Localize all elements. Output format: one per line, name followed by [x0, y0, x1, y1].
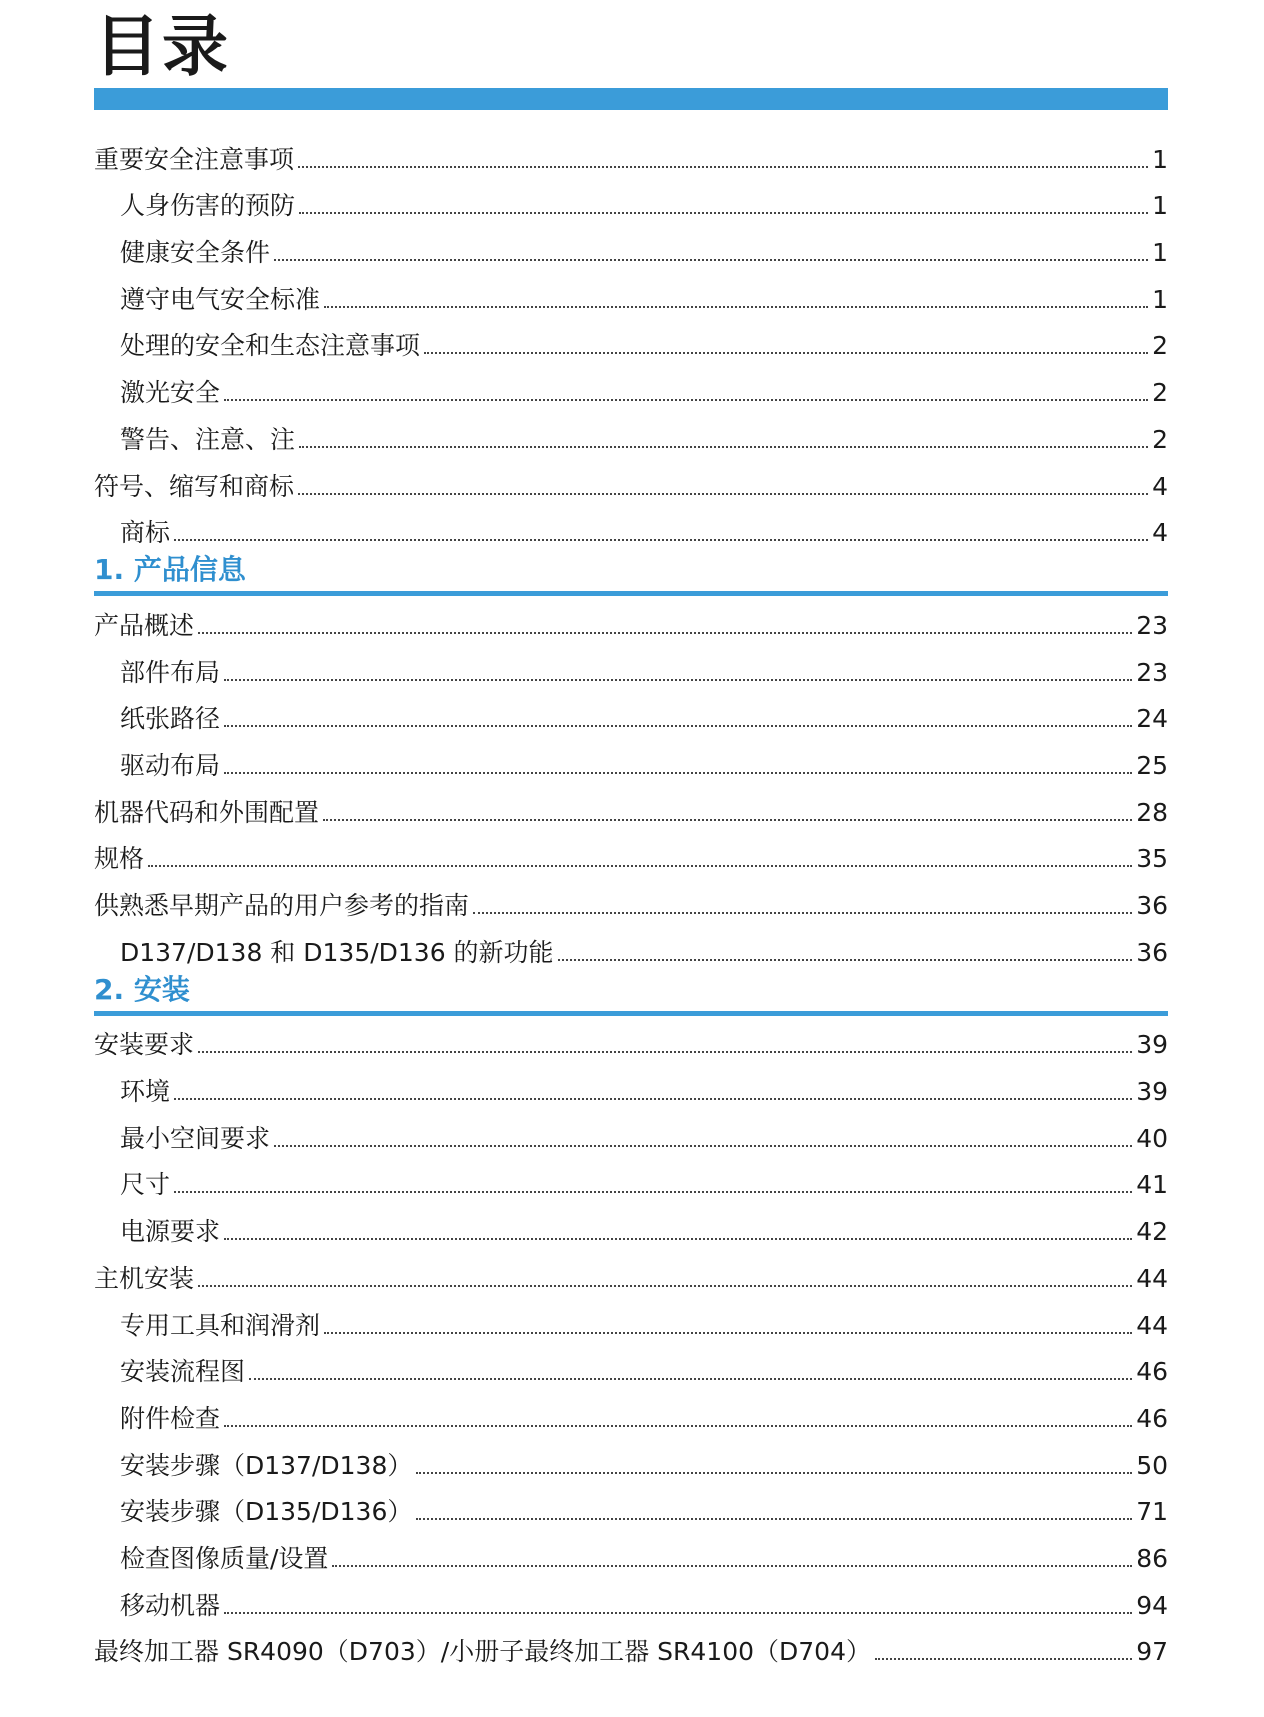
toc-entry-label: 检查图像质量/设置 [120, 1543, 329, 1573]
toc-entry[interactable] [94, 1576, 1168, 1623]
toc-entry-page-number: 23 [1136, 657, 1168, 687]
dot-leader [224, 679, 1132, 681]
dot-leader [323, 819, 1132, 821]
toc-entry-page-number: 97 [1136, 1637, 1168, 1667]
toc-entry-label: D137/D138 和 D135/D136 的新功能 [120, 937, 554, 967]
toc-entry-page-number: 36 [1136, 891, 1168, 920]
toc-entry-label: 遵守电气安全标准 [120, 284, 321, 314]
toc-entry-page-number: 4 [1152, 518, 1168, 548]
toc-entry-page-number: 2 [1152, 331, 1168, 361]
toc-entry-page-number: 1 [1152, 238, 1168, 268]
toc-entry[interactable] [94, 270, 1168, 317]
toc-entry-label: 机器代码和外围配置 [94, 797, 320, 827]
dot-leader [332, 1565, 1132, 1567]
toc-entry-label: 警告、注意、注 [120, 424, 296, 454]
toc-entry-label: 安装流程图 [120, 1357, 246, 1387]
toc-entry-page-number: 94 [1136, 1590, 1168, 1620]
toc-entry[interactable] [94, 1249, 1168, 1296]
dot-leader [174, 539, 1148, 541]
dot-leader [299, 446, 1148, 448]
toc-entry[interactable] [94, 504, 1168, 551]
page-title: 目录 [94, 8, 230, 85]
toc-entry-label: 安装要求 [94, 1030, 195, 1060]
toc-entry-page-number: 44 [1136, 1263, 1168, 1293]
toc-entry-label: 规格 [94, 844, 145, 874]
dot-leader [416, 1518, 1132, 1520]
dot-leader [299, 212, 1148, 214]
toc-entry-page-number: 4 [1152, 471, 1168, 501]
toc-entry[interactable] [94, 223, 1168, 270]
dot-leader [224, 725, 1132, 727]
chapter-heading [94, 550, 1168, 596]
toc-entry[interactable] [94, 1202, 1168, 1249]
toc-entry-page-number: 2 [1152, 424, 1168, 454]
toc-entry-page-number: 39 [1136, 1030, 1168, 1060]
toc-entry-page-number: 23 [1136, 610, 1168, 640]
dot-leader [224, 1238, 1132, 1240]
dot-leader [274, 259, 1148, 261]
toc-entry-label: 人身伤害的预防 [120, 191, 296, 221]
toc-entry-label: 激光安全 [120, 378, 221, 408]
dot-leader [224, 772, 1132, 774]
dot-leader [473, 912, 1132, 914]
toc-entry[interactable] [94, 1343, 1168, 1390]
toc-entry-page-number: 71 [1136, 1497, 1168, 1527]
toc-entry-label: 安装步骤（D137/D138） [120, 1450, 413, 1480]
toc-entry[interactable] [94, 1062, 1168, 1109]
toc-entry-label: 尺寸 [120, 1170, 171, 1200]
toc-entry-page-number: 46 [1136, 1357, 1168, 1387]
toc-entry-label: 处理的安全和生态注意事项 [120, 331, 421, 361]
toc-entry[interactable] [94, 130, 1168, 177]
toc-entry-label: 最终加工器 SR4090（D703）/小册子最终加工器 SR4100（D704） [94, 1637, 871, 1667]
chapter-rule [94, 1011, 1168, 1016]
dot-leader [148, 865, 1132, 867]
toc-entry-page-number: 42 [1136, 1217, 1168, 1247]
toc-entry-page-number: 1 [1152, 144, 1168, 174]
toc-entry[interactable] [94, 876, 1168, 923]
toc-entry[interactable] [94, 1109, 1168, 1156]
toc-entry-page-number: 40 [1136, 1123, 1168, 1153]
toc-entry-page-number: 36 [1136, 937, 1168, 967]
toc-entry[interactable] [94, 457, 1168, 504]
dot-leader [324, 306, 1148, 308]
toc-list [94, 130, 1168, 1669]
toc-entry-label: 专用工具和润滑剂 [120, 1310, 321, 1340]
toc-entry[interactable] [94, 1016, 1168, 1063]
dot-leader [298, 493, 1148, 495]
toc-entry[interactable] [94, 363, 1168, 410]
toc-section [94, 550, 1168, 970]
dot-leader [198, 1051, 1132, 1053]
chapter-title[interactable]: 1. 产品信息 [94, 553, 246, 587]
toc-entry[interactable] [94, 1156, 1168, 1203]
toc-entry[interactable] [94, 596, 1168, 643]
toc-entry-label: 商标 [120, 518, 171, 548]
dot-leader [416, 1472, 1132, 1474]
toc-entry-page-number: 39 [1136, 1077, 1168, 1107]
toc-entry[interactable] [94, 783, 1168, 830]
toc-entry[interactable] [94, 1483, 1168, 1530]
toc-entry[interactable] [94, 1529, 1168, 1576]
toc-entry-page-number: 25 [1136, 750, 1168, 780]
toc-entry-page-number: 50 [1136, 1450, 1168, 1480]
toc-entry-label: 电源要求 [120, 1217, 221, 1247]
dot-leader [224, 1425, 1132, 1427]
toc-entry-page-number: 28 [1136, 797, 1168, 827]
chapter-rule [94, 591, 1168, 596]
toc-entry[interactable] [94, 410, 1168, 457]
toc-section [94, 970, 1168, 1670]
toc-entry[interactable] [94, 177, 1168, 224]
toc-section [94, 130, 1168, 550]
toc-entry-label: 符号、缩写和商标 [94, 471, 295, 501]
dot-leader [198, 632, 1132, 634]
toc-entry-label: 移动机器 [120, 1590, 221, 1620]
toc-entry-page-number: 44 [1136, 1310, 1168, 1340]
dot-leader [324, 1332, 1132, 1334]
toc-entry[interactable] [94, 690, 1168, 737]
toc-entry-page-number: 2 [1152, 378, 1168, 408]
toc-entry-page-number: 1 [1152, 284, 1168, 314]
toc-entry-label: 部件布局 [120, 657, 221, 687]
toc-entry-label: 纸张路径 [120, 704, 221, 734]
toc-entry-label: 驱动布局 [120, 750, 221, 780]
toc-entry-page-number: 86 [1136, 1543, 1168, 1573]
toc-entry[interactable] [94, 1296, 1168, 1343]
toc-page [94, 0, 1168, 1669]
toc-entry[interactable] [94, 1389, 1168, 1436]
toc-entry-page-number: 46 [1136, 1403, 1168, 1433]
toc-entry[interactable] [94, 923, 1168, 970]
chapter-title[interactable]: 2. 安装 [94, 972, 190, 1006]
dot-leader [249, 1378, 1132, 1380]
toc-entry-page-number: 41 [1136, 1170, 1168, 1200]
chapter-heading [94, 970, 1168, 1016]
toc-entry-page-number: 24 [1136, 704, 1168, 734]
dot-leader [198, 1285, 1132, 1287]
dot-leader [224, 399, 1148, 401]
dot-leader [224, 1612, 1132, 1614]
dot-leader [174, 1098, 1132, 1100]
toc-entry-label: 健康安全条件 [120, 238, 271, 268]
toc-entry[interactable] [94, 1436, 1168, 1483]
toc-entry[interactable] [94, 736, 1168, 783]
toc-entry-label: 主机安装 [94, 1263, 195, 1293]
dot-leader [174, 1191, 1132, 1193]
dot-leader [298, 166, 1148, 168]
toc-entry-label: 环境 [120, 1077, 171, 1107]
toc-entry[interactable] [94, 1623, 1168, 1670]
toc-entry-label: 最小空间要求 [120, 1123, 271, 1153]
toc-entry[interactable] [94, 317, 1168, 364]
toc-entry[interactable] [94, 643, 1168, 690]
dot-leader [274, 1145, 1132, 1147]
toc-entry[interactable] [94, 830, 1168, 877]
dot-leader [558, 959, 1133, 961]
dot-leader [424, 352, 1148, 354]
toc-entry-page-number: 35 [1136, 844, 1168, 874]
toc-entry-label: 供熟悉早期产品的用户参考的指南 [94, 891, 470, 920]
toc-entry-label: 附件检查 [120, 1403, 221, 1433]
title-accent-bar [94, 88, 1168, 110]
toc-entry-label: 安装步骤（D135/D136） [120, 1497, 413, 1527]
toc-entry-label: 产品概述 [94, 610, 195, 640]
dot-leader [875, 1658, 1132, 1660]
toc-entry-label: 重要安全注意事项 [94, 144, 295, 174]
toc-entry-page-number: 1 [1152, 191, 1168, 221]
